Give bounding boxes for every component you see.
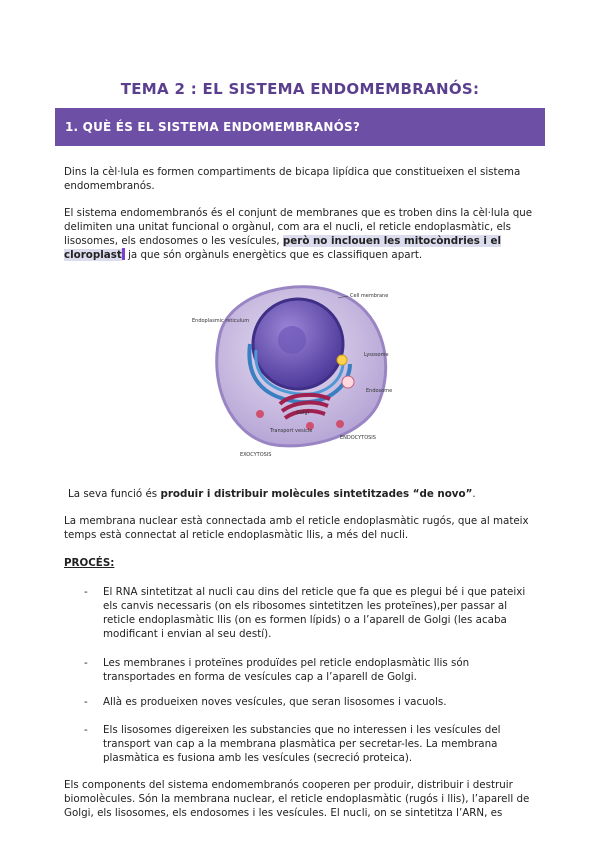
function-bold: produir i distribuir molècules sintetitzades “de novo” <box>160 488 473 500</box>
label-er: Endoplasmic reticulum <box>192 318 250 324</box>
list-bullet: - <box>84 586 88 598</box>
nucleolus-shape <box>278 326 306 354</box>
intro-paragraph-1: Dins la cèl·lula es formen compartiments de bicapa lipídica que constitueixen el sistema endomembranós. <box>64 166 521 192</box>
section-heading: 1. QUÈ ÉS EL SISTEMA ENDOMEMBRANÓS? <box>55 108 545 146</box>
list-item-text: El RNA sintetitzat al nucli cau dins del reticle que fa que es plegui bé i que pateixi els canvis necessaris (on els ribosomes sintetitzen les proteïnes),per passar al reticle endoplasmàtic llis (on es formen lípids) o a l’aparell de Golgi (les acaba modificant i envian al seu destí). <box>103 586 526 640</box>
intro-p2-end: ja que són orgànuls energètics que es classifiquen apart. <box>124 249 423 261</box>
label-exocytosis: EXOCYTOSIS <box>240 452 272 458</box>
label-endocytosis: ENDOCYTOSIS <box>340 435 376 441</box>
endomembrane-diagram <box>190 274 402 464</box>
page-title: TEMA 2 : EL SISTEMA ENDOMEMBRANÓS: <box>120 80 480 98</box>
components-paragraph: Els components del sistema endomembranós cooperen per produir, distribuir i destruir biomolècules. Són la membrana nuclear, el reticle endoplasmàtic (rugós i llis), l’aparell de Golgi, els lisosomes, els endosomes i les vesícules. El nucli, on se sintetitza l’ARN, es <box>64 779 530 819</box>
label-endosome: Endosome <box>366 388 393 394</box>
list-bullet: - <box>84 657 88 669</box>
list-item <box>84 723 540 765</box>
highlighted-text: però no inclouen les mitocòndries i el cloroplast <box>64 235 502 261</box>
list-bullet: - <box>84 724 88 736</box>
function-paragraph <box>68 487 544 501</box>
membrane-paragraph: La membrana nuclear està connectada amb el reticle endoplasmàtic rugós, que al mateix temps està connectat al reticle endoplasmàtic llis, a més del nucli. <box>64 515 529 541</box>
intro-paragraph-2 <box>64 206 540 262</box>
list-item <box>84 656 540 684</box>
list-item-text: Les membranes i proteïnes produïdes pel reticle endoplasmàtic llis són transportades en forma de vesícules cap a l’aparell de Golgi. <box>103 657 470 683</box>
list-item <box>84 695 540 709</box>
list-item-text: Els lisosomes digereixen les substancies que no interessen i les vesícules del transport van cap a la membrana plasmàtica per secretar-les. La membrana plasmàtica es fusiona amb les vesícules (secreció proteica). <box>103 724 501 764</box>
label-transport-vesicle: Transport vesicle <box>270 428 313 434</box>
label-cell-membrane: Cell membrane <box>350 293 389 299</box>
lysosome-shape <box>337 355 347 365</box>
function-suffix: . <box>472 488 476 500</box>
label-golgi: Golgi <box>296 410 309 416</box>
function-prefix: La seva funció és <box>68 488 161 500</box>
endosome-shape <box>342 376 354 388</box>
process-heading: PROCÉS: <box>64 557 115 569</box>
intro-p2-start: El sistema endomembranós és el conjunt de membranes que es troben dins la cèl·lula que delimiten una unitat funcional o orgànul, com ara el nucli, el reticle endoplasmàtic, els lisosomes, els endosomes o les vesícules, <box>64 207 533 247</box>
list-bullet: - <box>84 696 88 708</box>
list-item <box>84 585 540 641</box>
list-item-text: Allà es produeixen noves vesícules, que seran lisosomes i vacuols. <box>103 696 447 708</box>
label-lysosome: Lysosome <box>364 352 389 358</box>
